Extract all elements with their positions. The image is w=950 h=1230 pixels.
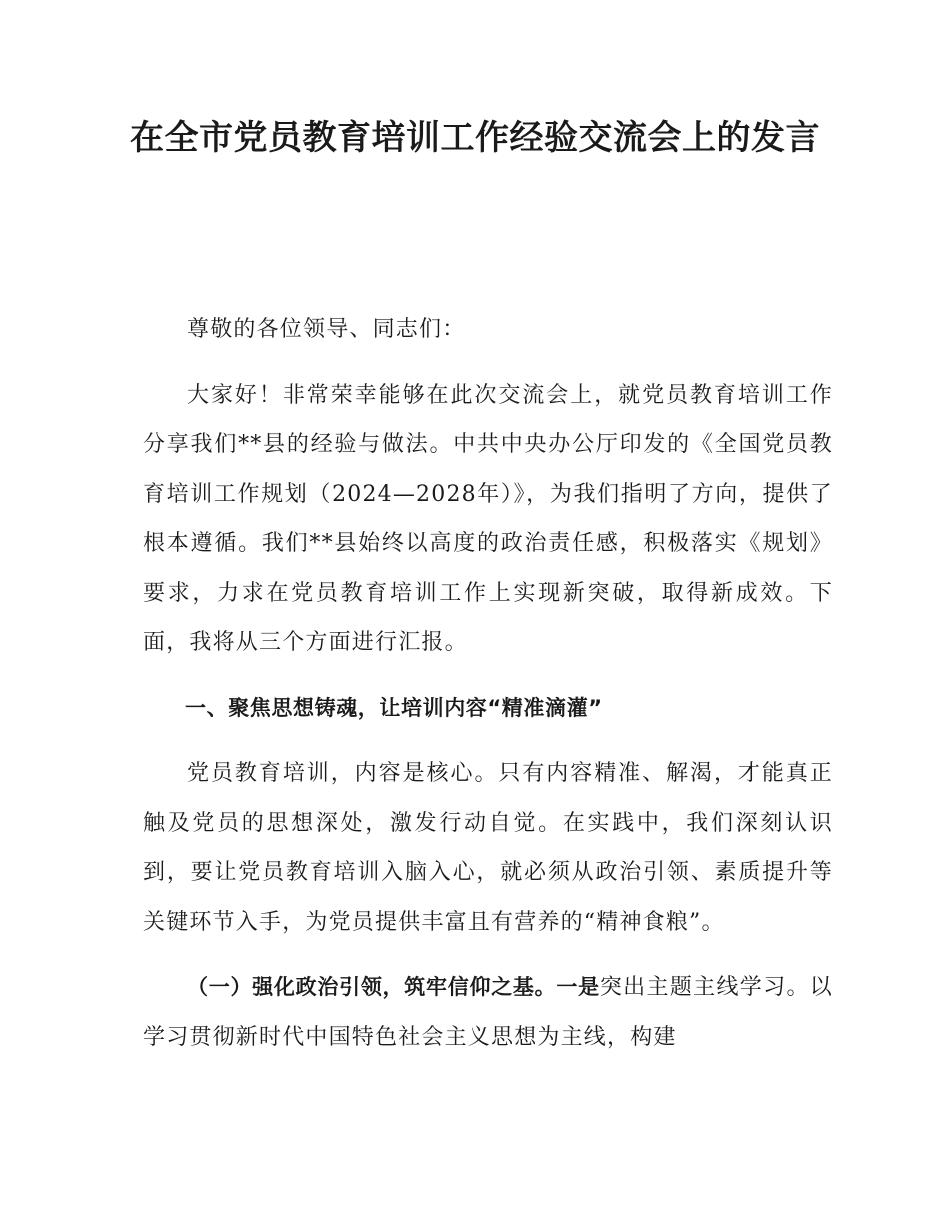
document-title: 在全市党员教育培训工作经验交流会上的发言 (130, 118, 820, 158)
subsection-heading-1: （一）强化政治引领，筑牢信仰之基。 (187, 975, 557, 999)
intro-paragraph: 大家好！非常荣幸能够在此次交流会上，就党员教育培训工作分享我们**县的经验与做法。中共中央办公厅印发的《全国党员教育培训工作规划（2024—2028年）》，为我们指明了方向，提供了根本遵循。我们**县始终以高度的政治责任感，积极落实《规划》要求，力求在党员教育培训工作上实现新突破，取得新成效。下面，我将从三个方面进行汇报。 (143, 382, 833, 655)
section-1-paragraph: 党员教育培训，内容是核心。只有内容精准、解渴，才能真正触及党员的思想深处，激发行动自觉。在实践中，我们深刻认识到，要让党员教育培训入脑入心，就必须从政治引领、素质提升等关键环节入手，为党员提供丰富且有营养的“精神食粮”。 (143, 761, 833, 935)
document-body (143, 305, 833, 1078)
subsection-1-paragraph (143, 963, 833, 1062)
salutation: 尊敬的各位领导、同志们： (187, 317, 466, 342)
subsection-lead: 一是 (556, 975, 600, 999)
section-heading-1: 一、聚焦思想铸魂，让培训内容“精准滴灌” (185, 695, 603, 720)
subsection-1-text: 突出主题主线学习。以学习贯彻新时代中国特色社会主义思想为主线，构建 (143, 975, 833, 1050)
